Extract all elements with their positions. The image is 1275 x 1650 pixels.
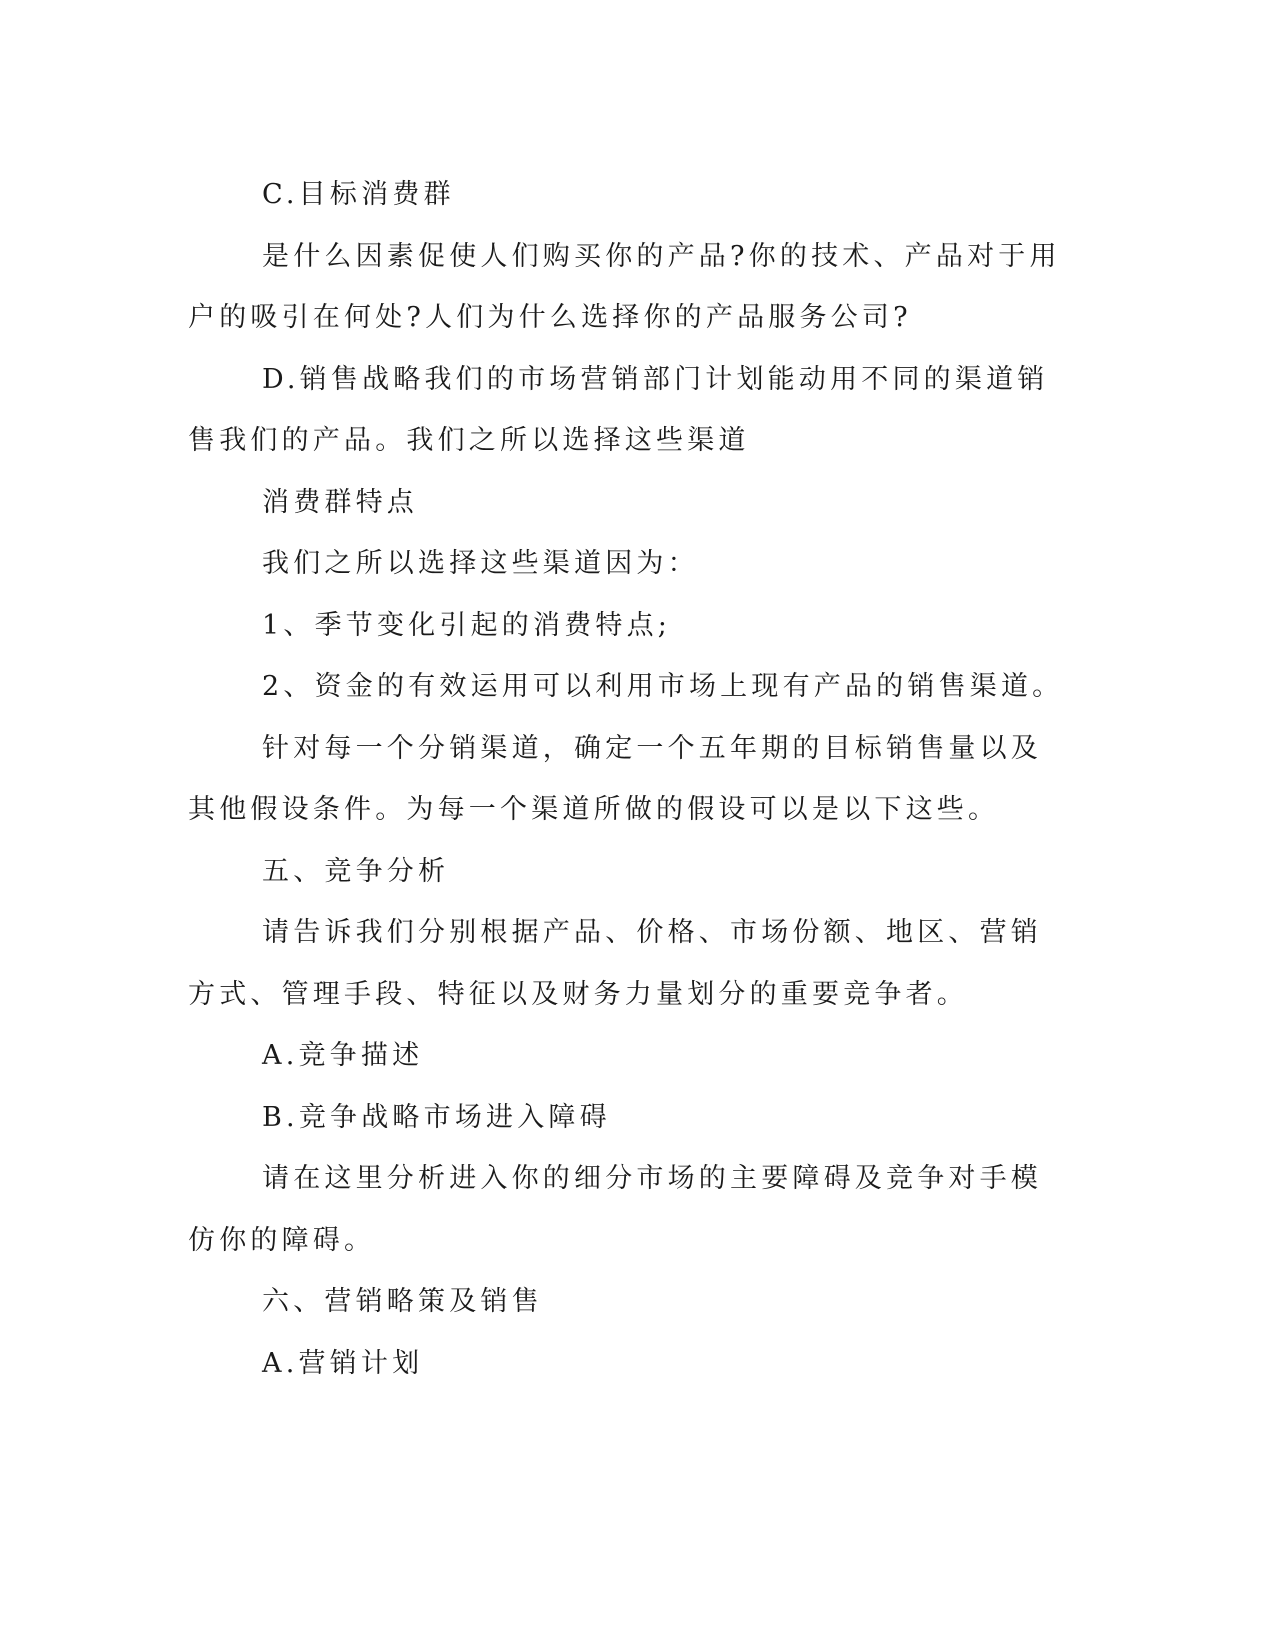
paragraph-competitors: 请告诉我们分别根据产品、价格、市场份额、地区、营销方式、管理手段、特征以及财务力量划分的重要竞争者。 bbox=[188, 917, 1042, 1010]
subheading-consumer-features: 消费群特点 bbox=[262, 486, 418, 518]
paragraph-barriers: 请在这里分析进入你的细分市场的主要障碍及竞争对手模仿你的障碍。 bbox=[188, 1163, 1042, 1256]
list-item-1: 1、季节变化引起的消费特点; bbox=[262, 609, 672, 641]
section-heading-competition: 五、竞争分析 bbox=[262, 855, 450, 887]
paragraph-sales-strategy: D.销售战略我们的市场营销部门计划能动用不同的渠道销售我们的产品。我们之所以选择这些渠道 bbox=[188, 363, 1049, 456]
list-item-2: 2、资金的有效运用可以利用市场上现有产品的销售渠道。 bbox=[262, 671, 1064, 702]
paragraph-channel-reasons: 我们之所以选择这些渠道因为： bbox=[262, 548, 699, 579]
paragraph-channel-targets: 针对每一个分销渠道，确定一个五年期的目标销售量以及其他假设条件。为每一个渠道所做的假设可以是以下这些。 bbox=[188, 732, 1042, 825]
subheading-competition-description: A.竞争描述 bbox=[262, 1040, 424, 1071]
paragraph-purchase-factors: 是什么因素促使人们购买你的产品?你的技术、产品对于用户的吸引在何处?人们为什么选择你的产品服务公司? bbox=[188, 240, 1061, 333]
section-heading-marketing: 六、营销略策及销售 bbox=[262, 1286, 543, 1317]
subheading-marketing-plan: A.营销计划 bbox=[262, 1347, 424, 1379]
subheading-target-consumers: C.目标消费群 bbox=[262, 179, 455, 210]
document-body bbox=[188, 164, 1068, 1394]
subheading-competition-strategy: B.竞争战略市场进入障碍 bbox=[262, 1101, 611, 1133]
